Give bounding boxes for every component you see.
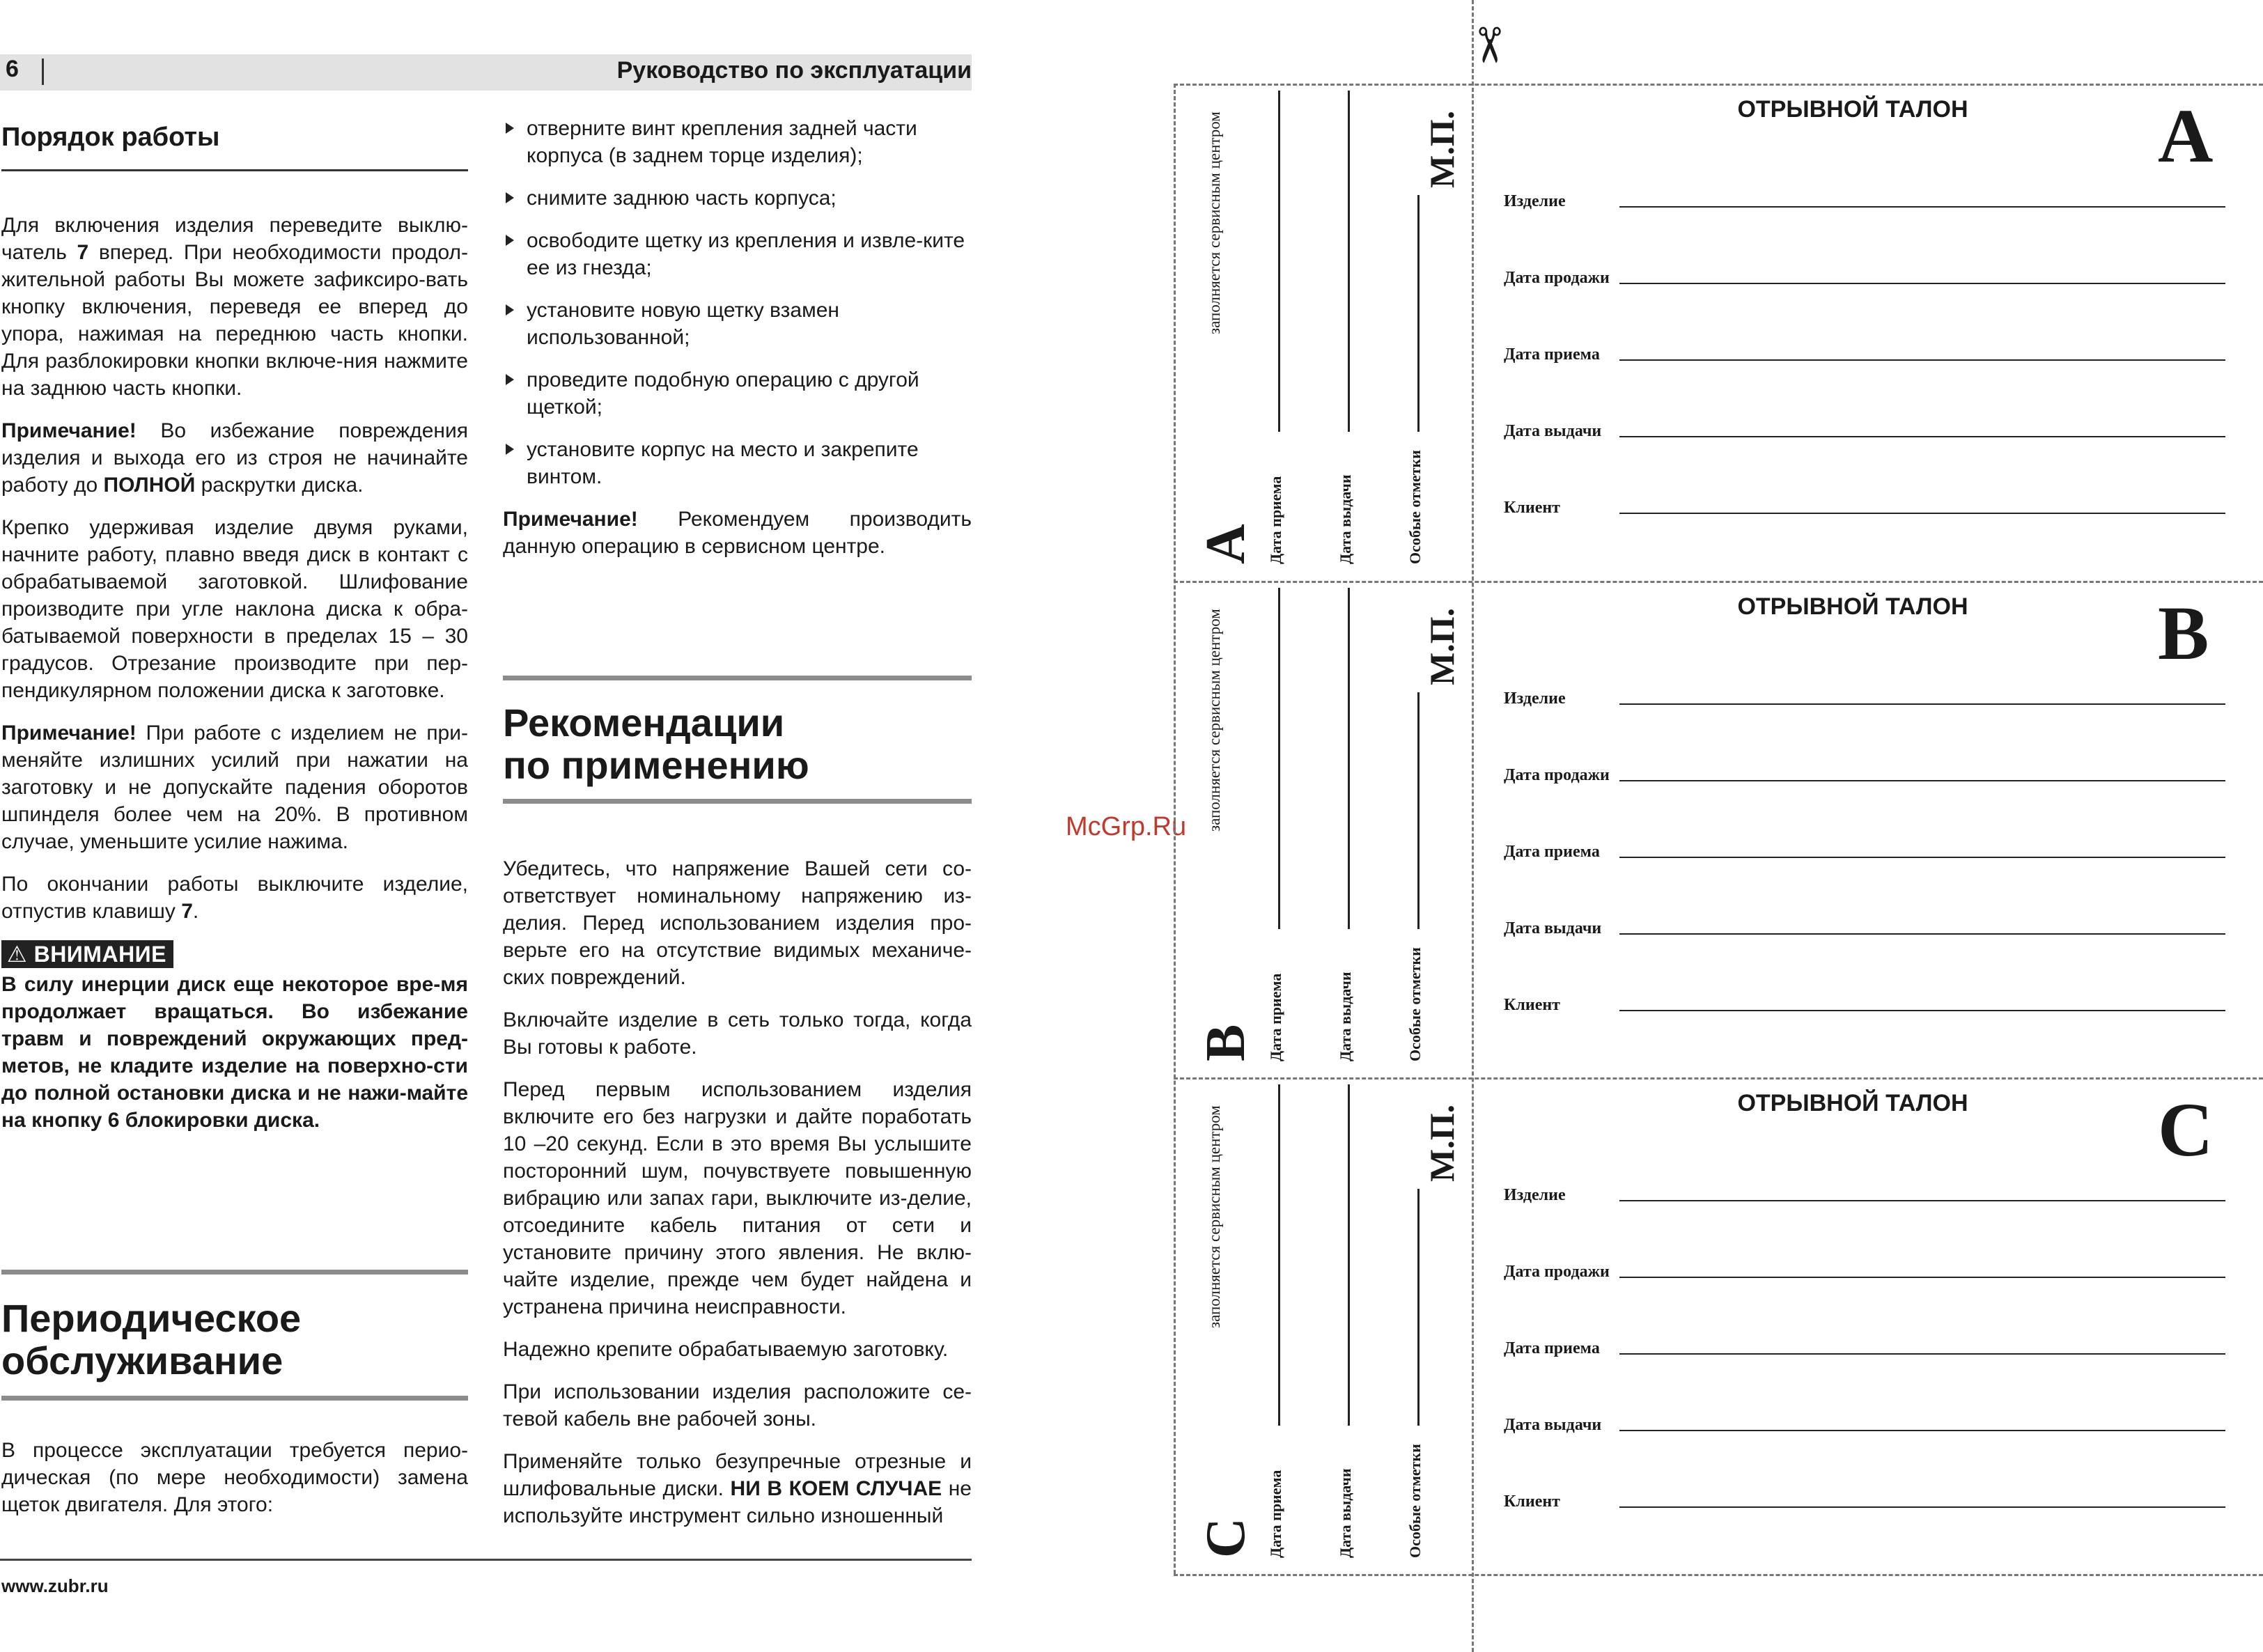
- field-product-line: [1619, 1200, 2225, 1201]
- stub-line-issue: [1348, 1084, 1350, 1426]
- field-receive-date-line: [1619, 857, 2225, 858]
- field-client-line: [1619, 1010, 2225, 1011]
- field-product-label: Изделие: [1504, 689, 1566, 708]
- field-product-label: Изделие: [1504, 192, 1566, 210]
- field-issue-date-line: [1619, 1430, 2225, 1431]
- field-sale-date-label: Дата продажи: [1504, 269, 1610, 287]
- paragraph-cable: При использовании изделия расположите се-тевой кабель вне рабочей зоны.: [503, 1380, 972, 1431]
- field-receive-date-line: [1619, 359, 2225, 361]
- note-pressure: Примечание! При работе с изделием не при-меняйте излишних усилий при нажатии на заготовку и не допускайте падения оборотов шпинделя более чем на 20%. В противном случае, уменьшите усилие нажима.: [1, 722, 468, 853]
- stub-line-receive: [1278, 1084, 1280, 1426]
- field-issue-date-label: Дата выдачи: [1504, 1416, 1602, 1434]
- coupon-letter: A: [2158, 93, 2214, 178]
- heading-rule: [1, 169, 468, 171]
- coupon-c: [1174, 1077, 2263, 1574]
- stub-line-issue: [1348, 588, 1350, 929]
- list-item: проведите подобную операцию с другой щеткой;: [503, 366, 972, 421]
- stub-note: заполняется сервисным центром: [1206, 609, 1223, 832]
- stub-note: заполняется сервисным центром: [1206, 111, 1223, 334]
- field-sale-date-line: [1619, 1277, 2225, 1278]
- list-item: отверните винт крепления задней части корпуса (в заднем торце изделия);: [503, 115, 972, 169]
- field-receive-date-label: Дата приема: [1504, 843, 1600, 861]
- heading-recommendations: Рекомендации по применению: [503, 701, 809, 787]
- stub-line-remarks: [1417, 195, 1420, 432]
- watermark: McGrp.Ru: [1066, 812, 1187, 841]
- stub-letter: B: [1195, 1024, 1257, 1061]
- paragraph-grinding: Крепко удерживая изделие двумя руками, начните работу, плавно введя диск в контакт с обрабатываемой заготовкой. Шлифование производите при угле наклона диска к обра-батываемой поверхности в пределах 15 – 30 градусов. Отрезание производите при пер-пендикулярном положении диска к заготовке.: [1, 516, 468, 702]
- paragraph-clamp: Надежно крепите обрабатываемую заготовку.: [503, 1338, 949, 1361]
- scissors-icon: ✂: [1461, 24, 1516, 66]
- field-issue-date-line: [1619, 436, 2225, 437]
- field-sale-date-label: Дата продажи: [1504, 766, 1610, 784]
- stub-line-receive: [1278, 91, 1280, 432]
- field-issue-date-label: Дата выдачи: [1504, 422, 1602, 440]
- list-item: снимите заднюю часть корпуса;: [503, 185, 972, 212]
- stub-receive-label: Дата приема: [1267, 1470, 1284, 1558]
- heading-operation: Порядок работы: [1, 123, 220, 152]
- section-rule-top: [1, 1270, 468, 1275]
- stub-issue-label: Дата выдачи: [1337, 474, 1354, 564]
- left-column: [1, 124, 468, 1149]
- field-product-line: [1619, 206, 2225, 208]
- brush-steps-list: [503, 115, 972, 490]
- section-rule-bottom: [1, 1396, 468, 1401]
- stub-receive-label: Дата приема: [1267, 476, 1284, 564]
- stub-mp: М.П.: [1422, 110, 1461, 188]
- paragraph-plug-in: Включайте изделие в сеть только тогда, когда Вы готовы к работе.: [503, 1008, 972, 1059]
- stub-letter: C: [1195, 1518, 1257, 1558]
- warning-text: В силу инерции диск еще некоторое вре-мя продолжает вращаться. Во избежание травм и повреждений окружающих пред-метов, не кладите изделие на поверхно-сти до полной остановки диска и не нажи-майте на кнопку 6 блокировки диска.: [1, 973, 468, 1132]
- paragraph-voltage: Убедитесь, что напряжение Вашей сети со-ответствует номинальному напряжению из-делия. Перед использованием изделия про-верьте его на отсутствие видимых механиче-ских повреждений.: [503, 857, 972, 989]
- stub-mp: М.П.: [1422, 607, 1461, 685]
- field-client-line: [1619, 513, 2225, 514]
- stub-remarks-label: Особые отметки: [1406, 947, 1424, 1061]
- stub-line-remarks: [1417, 692, 1420, 929]
- recommendations-section: [503, 676, 972, 1545]
- stub-note: заполняется сервисным центром: [1206, 1105, 1223, 1328]
- paragraph-brushes: В процессе эксплуатации требуется перио-дическая (по мере необходимости) замена щеток двигателя. Для этого:: [1, 1439, 468, 1516]
- maintenance-section: [1, 1270, 468, 1534]
- stub-letter: A: [1195, 524, 1257, 564]
- page-number: 6: [6, 56, 19, 82]
- section-rule-bottom: [503, 799, 972, 804]
- paragraph-switch-off: По окончании работы выключите изделие, отпустив клавишу 7.: [1, 873, 468, 923]
- paragraph-switch-on: Для включения изделия переведите выклю-чатель 7 вперед. При необходимости продол-жительной работы Вы можете зафиксиро-вать кнопку включения, переведя ее вперед до упора, нажимая на переднюю часть кнопки. Для разблокировки кнопки включе-ния нажмите на заднюю часть кнопки.: [1, 214, 469, 400]
- coupon-letter: B: [2158, 591, 2209, 676]
- field-receive-date-line: [1619, 1353, 2225, 1355]
- coupon-b: [1174, 581, 2263, 1077]
- field-receive-date-label: Дата приема: [1504, 345, 1600, 364]
- stub-line-issue: [1348, 91, 1350, 432]
- stub-mp: М.П.: [1422, 1104, 1461, 1182]
- field-client-line: [1619, 1506, 2225, 1508]
- header-separator: [42, 59, 44, 85]
- field-client-label: Клиент: [1504, 1493, 1560, 1511]
- coupon-title: ОТРЫВНОЙ ТАЛОН: [1737, 593, 1968, 620]
- warning-triangle-icon: ⚠: [7, 942, 28, 967]
- list-item: освободите щетку из крепления и извле-ките ее из гнезда;: [503, 227, 972, 281]
- stub-line-remarks: [1417, 1189, 1420, 1426]
- list-item: установите корпус на место и закрепите винтом.: [503, 436, 972, 490]
- note-full-spin: Примечание! Во избежание повреждения изделия и выхода его из строя не начинайте работу до ПОЛНОЙ раскрутки диска.: [1, 419, 468, 497]
- field-receive-date-label: Дата приема: [1504, 1339, 1600, 1357]
- field-client-label: Клиент: [1504, 499, 1560, 517]
- header-title: Руководство по эксплуатации: [616, 57, 972, 84]
- note-service-center: Примечание! Рекомендуем производить данную операцию в сервисном центре.: [503, 508, 972, 558]
- coupon-a: [1174, 84, 2263, 581]
- coupon-letter: C: [2158, 1087, 2214, 1172]
- field-issue-date-label: Дата выдачи: [1504, 919, 1602, 937]
- warning-badge: ⚠ ВНИМАНИЕ: [1, 940, 173, 968]
- right-column: [503, 115, 972, 575]
- list-item: установите новую щетку взамен использованной;: [503, 297, 972, 351]
- paragraph-first-run: Перед первым использованием изделия включите его без нагрузки и дайте поработать 10 –20 секунд. Если в это время Вы услышите посторонний шум, почувствуете повышенную вибрацию или запах гари, выключите из-делие, отсоедините кабель питания от сети и установите причину этого явления. Не вклю-чайте изделие, прежде чем будет найдена и устранена причина неисправности.: [503, 1078, 972, 1318]
- coupon-title: ОТРЫВНОЙ ТАЛОН: [1737, 96, 1968, 123]
- stub-issue-label: Дата выдачи: [1337, 972, 1354, 1061]
- field-sale-date-line: [1619, 283, 2225, 284]
- stub-remarks-label: Особые отметки: [1406, 450, 1424, 564]
- coupon-title: ОТРЫВНОЙ ТАЛОН: [1737, 1090, 1968, 1116]
- stub-remarks-label: Особые отметки: [1406, 1444, 1424, 1558]
- cut-line-bottom: [1174, 1574, 2263, 1576]
- paragraph-discs: Применяйте только безупречные отрезные и шлифовальные диски. НИ В КОЕМ СЛУЧАЕ не используйте инструмент сильно изношенный: [503, 1450, 972, 1527]
- field-product-line: [1619, 703, 2225, 705]
- field-client-label: Клиент: [1504, 996, 1560, 1014]
- field-sale-date-label: Дата продажи: [1504, 1263, 1610, 1281]
- stub-line-receive: [1278, 588, 1280, 929]
- footer-url: www.zubr.ru: [1, 1575, 109, 1596]
- stub-issue-label: Дата выдачи: [1337, 1468, 1354, 1558]
- field-product-label: Изделие: [1504, 1186, 1566, 1204]
- footer-rule: [0, 1559, 972, 1561]
- section-rule-top: [503, 676, 972, 680]
- heading-maintenance: Периодическое обслуживание: [1, 1296, 302, 1382]
- field-sale-date-line: [1619, 780, 2225, 781]
- stub-receive-label: Дата приема: [1267, 973, 1284, 1061]
- field-issue-date-line: [1619, 933, 2225, 935]
